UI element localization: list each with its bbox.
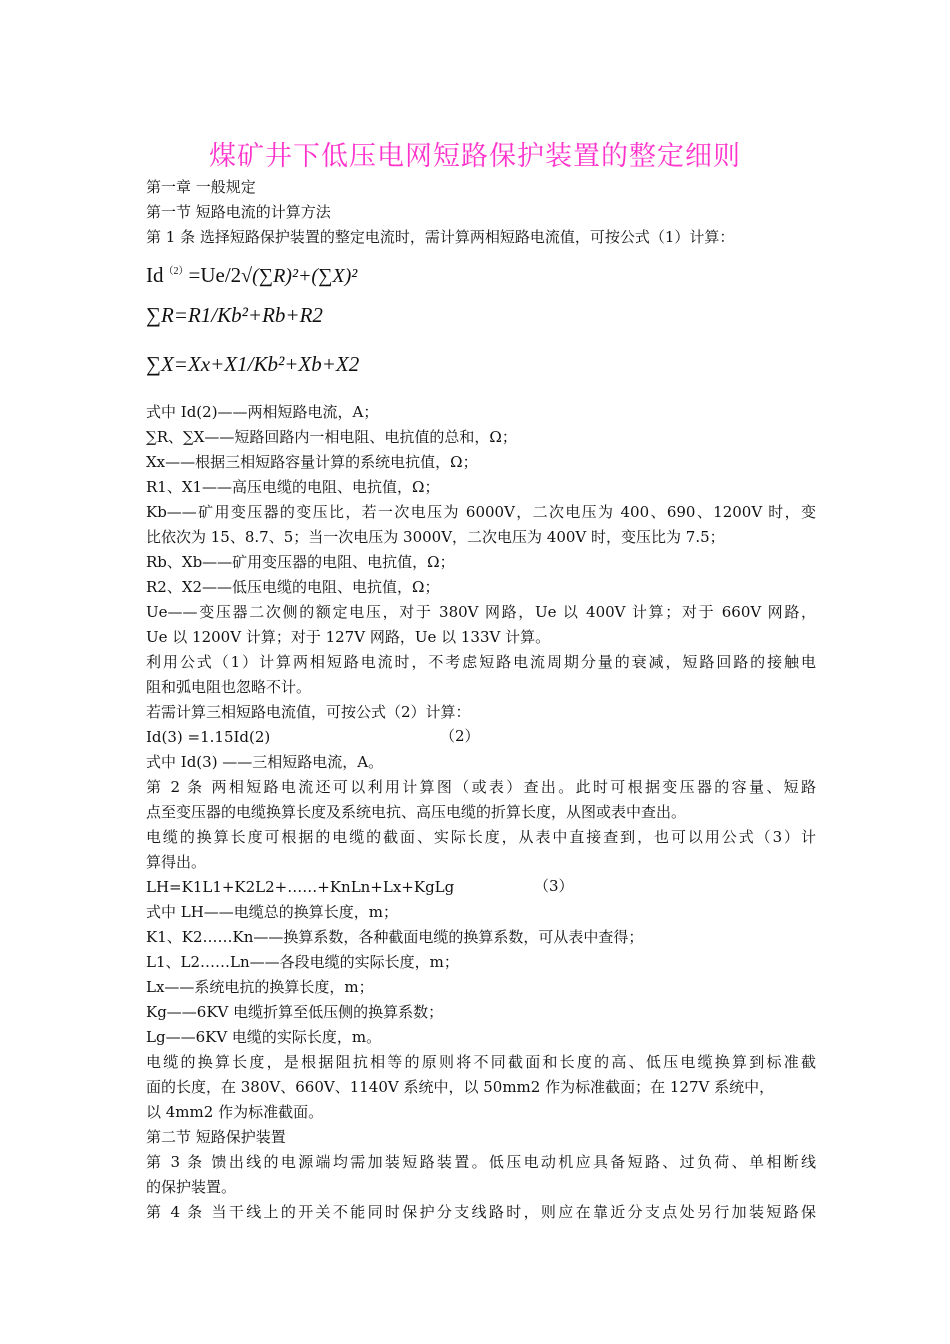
text-line: Lg——6KV 电缆的实际长度，m。	[146, 1028, 382, 1046]
text-line: 式中 Id(2)——两相短路电流，A；	[146, 403, 379, 421]
article-3: 第 3 条 馈出线的电源端均需加装短路装置。低压电动机应具备短路、过负荷、单相断线	[146, 1153, 816, 1171]
text-line: 利用公式（1）计算两相短路电流时，不考虑短路电流周期分量的衰减，短路回路的接触电	[146, 653, 816, 671]
article-4: 第 4 条 当干线上的开关不能同时保护分支线路时，则应在靠近分支点处另行加装短路保	[146, 1203, 816, 1221]
formula-1-body: √(∑R)²+(∑X)²	[241, 265, 358, 287]
formula-1-lhs: Id	[146, 263, 164, 287]
formula-1	[146, 262, 357, 288]
text-line: Kg——6KV 电缆折算至低压侧的换算系数；	[146, 1003, 444, 1021]
section-heading-2: 第二节 短路保护装置	[146, 1128, 286, 1146]
formula-line-3: LH=K1L1+K2L2+……+KnLn+Lx+KgLg	[146, 878, 455, 896]
formula-1-eq: =Ue/2	[188, 263, 242, 287]
text-line: Lx——系统电抗的换算长度，m；	[146, 978, 374, 996]
article-2: 第 2 条 两相短路电流还可以利用计算图（或表）查出。此时可根据变压器的容量、短路	[146, 778, 816, 796]
text-line: R1、X1——高压电缆的电阻、电抗值，Ω；	[146, 478, 440, 496]
document-title: 煤矿井下低压电网短路保护装置的整定细则	[209, 141, 741, 172]
text-line: Ue 以 1200V 计算；对于 127V 网路，Ue 以 133V 计算。	[146, 628, 551, 646]
formula-line-2: Id(3) =1.15Id(2)	[146, 728, 271, 746]
text-line: 算得出。	[146, 853, 207, 871]
text-line: 面的长度，在 380V、660V、1140V 系统中，以 50mm2 作为标准截面；在 127V 系统中，	[146, 1078, 775, 1096]
text-line: Xx——根据三相短路容量计算的系统电抗值，Ω；	[146, 453, 478, 471]
text-line: K1、K2……Kn——换算系数，各种截面电缆的换算系数，可从表中查得；	[146, 928, 644, 946]
text-line: 以 4mm2 作为标准截面。	[146, 1103, 324, 1121]
text-line: L1、L2……Ln——各段电缆的实际长度，m；	[146, 953, 459, 971]
equation-number-2: （2）	[440, 727, 480, 745]
text-line: ∑R、∑X——短路回路内一相电阻、电抗值的总和，Ω；	[146, 428, 517, 446]
formula-1-sup: （2）	[163, 266, 189, 277]
text-line: Rb、Xb——矿用变压器的电阻、电抗值，Ω；	[146, 553, 455, 571]
chapter-heading: 第一章 一般规定	[146, 178, 256, 196]
text-line: 的保护装置。	[146, 1178, 237, 1196]
text-line: R2、X2——低压电缆的电阻、电抗值，Ω；	[146, 578, 440, 596]
article-1: 第 1 条 选择短路保护装置的整定电流时，需计算两相短路电流值，可按公式（1）计算：	[146, 228, 735, 246]
text-line: 阻和弧电阻也忽略不计。	[146, 678, 312, 696]
text-line: 式中 LH——电缆总的换算长度，m；	[146, 903, 399, 921]
section-heading: 第一节 短路电流的计算方法	[146, 203, 331, 221]
text-line: 比依次为 15、8.7、5；当一次电压为 3000V，二次电压为 400V 时，变压比为 7.5；	[146, 528, 725, 546]
text-line: 点至变压器的电缆换算长度及系统电抗、高压电缆的折算长度，从图或表中查出。	[146, 803, 687, 821]
formula-3: ∑X=Xx+X1/Kb²+Xb+X2	[146, 352, 360, 376]
text-line: 电缆的换算长度，是根据阻抗相等的原则将不同截面和长度的高、低压电缆换算到标准截	[146, 1053, 816, 1071]
text-line: Ue——变压器二次侧的额定电压，对于 380V 网路，Ue 以 400V 计算；对于 660V 网路，	[146, 603, 816, 621]
text-line: 电缆的换算长度可根据的电缆的截面、实际长度，从表中直接查到，也可以用公式（3）计	[146, 828, 816, 846]
formula-2: ∑R=R1/Kb²+Rb+R2	[146, 303, 323, 327]
text-line: Kb——矿用变压器的变压比，若一次电压为 6000V，二次电压为 400、690、1200V 时，变	[146, 503, 816, 521]
text-line: 若需计算三相短路电流值，可按公式（2）计算：	[146, 703, 471, 721]
text-line: 式中 Id(3) ——三相短路电流，A。	[146, 753, 384, 771]
equation-number-3: （3）	[534, 877, 574, 895]
